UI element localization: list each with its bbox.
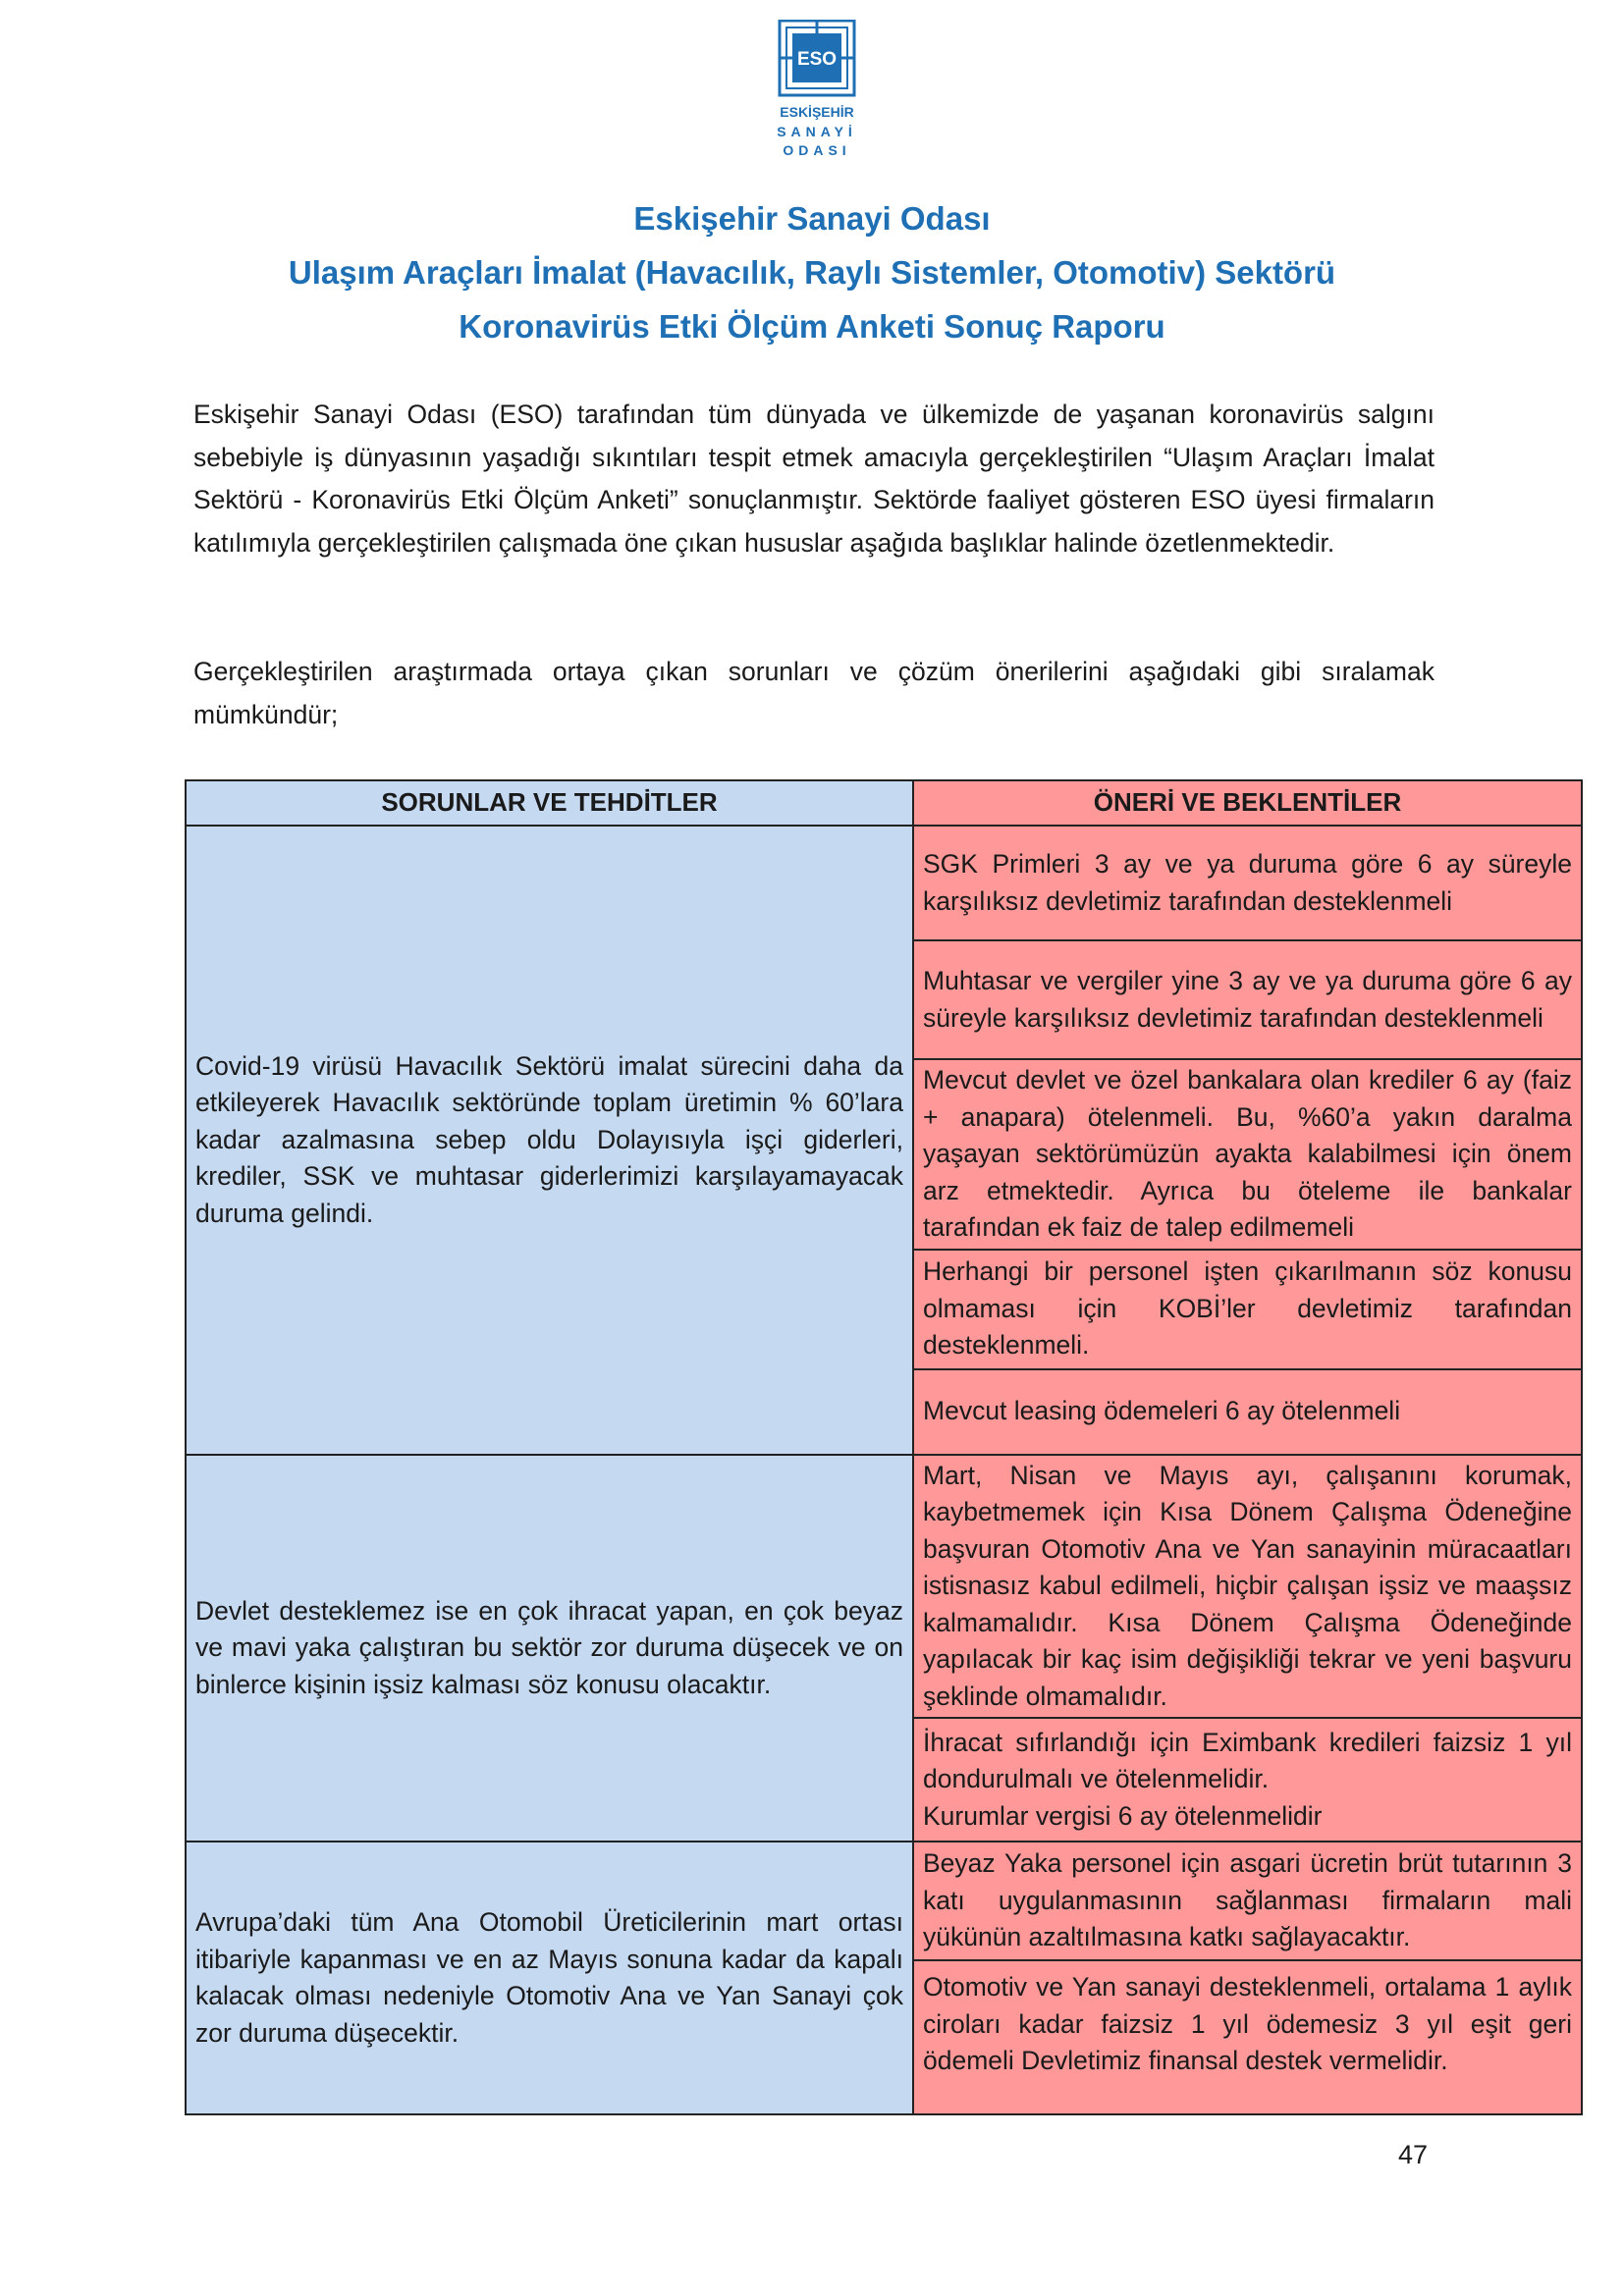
suggestion-cell: Otomotiv ve Yan sanayi desteklenmeli, ortalama 1 aylık ciroları kadar faizsiz 1 yıl ödemesiz 3 yıl eşit geri ödemeli Devletimiz finansal destek vermelidir. bbox=[913, 1960, 1582, 2114]
logo-abbr: ESO bbox=[796, 49, 838, 70]
suggestion-cell: Mevcut devlet ve özel bankalara olan krediler 6 ay (faiz + anapara) ötelenmeli. Bu, %60’a yakın daralma yaşayan sektörümüzün ayakta kalabilmesi için önem arz etmektedir. Ayrıca bu öteleme ile bankalar tarafından ek faiz de talep edilmemeli bbox=[913, 1059, 1582, 1250]
problem-cell: Avrupa’daki tüm Ana Otomobil Üreticilerinin mart ortası itibariyle kapanması ve en az Mayıs sonuna kadar da kapalı kalacak olması nedeniyle Otomotiv Ana ve Yan Sanayi çok zor duruma düşecektir. bbox=[186, 1842, 913, 2114]
suggestion-text: İhracat sıfırlandığı için Eximbank kredileri faizsiz 1 yıl dondurulmalı ve ötelenmelidir. bbox=[923, 1727, 1572, 1794]
logo-line2: SANAYİ bbox=[778, 124, 856, 139]
table-header-row bbox=[186, 780, 1582, 826]
table-row bbox=[186, 826, 1582, 940]
intro-paragraph: Eskişehir Sanayi Odası (ESO) tarafından tüm dünyada ve ülkemizde de yaşanan koronavirüs salgını sebebiyle iş dünyasının yaşadığı sıkıntıları tespit etmek amacıyla gerçekleştirilen “Ulaşım Araçları İmalat Sektörü - Koronavirüs Etki Ölçüm Anketi” sonuçlanmıştır. Sektörde faaliyet gösteren ESO üyesi firmaların katılımıyla gerçekleştirilen çalışmada öne çıkan hususlar aşağıda başlıklar halinde özetlenmektedir. bbox=[193, 400, 1435, 558]
problem-cell: Covid-19 virüsü Havacılık Sektörü imalat sürecini daha da etkileyerek Havacılık sektöründe toplam üretimin % 60’lara kadar azalmasına sebep oldu Dolayısıyla işçi giderleri, krediler, SSK ve muhtasar giderlerimizi karşılayamayacak duruma gelindi. bbox=[186, 826, 913, 1455]
suggestion-cell: Herhangi bir personel işten çıkarılmanın söz konusu olmaması için KOBİ’ler devletimiz tarafından desteklenmeli. bbox=[913, 1250, 1582, 1369]
suggestion-cell bbox=[913, 1718, 1582, 1842]
suggestion-cell: Beyaz Yaka personel için asgari ücretin brüt tutarının 3 katı uygulanmasının sağlanması firmaların mali yükünün azaltılmasına katkı sağlayacaktır. bbox=[913, 1842, 1582, 1960]
suggestion-cell: SGK Primleri 3 ay ve ya duruma göre 6 ay süreyle karşılıksız devletimiz tarafından desteklenmeli bbox=[913, 826, 1582, 940]
table-row bbox=[186, 1455, 1582, 1719]
page-number: 47 bbox=[1398, 2140, 1429, 2169]
problem-cell: Devlet desteklemez ise en çok ihracat yapan, en çok beyaz ve mavi yaka çalıştıran bu sektör zor duruma düşecek ve on binlerce kişinin işsiz kalması söz konusu olacaktır. bbox=[186, 1455, 913, 1842]
table-row bbox=[186, 1842, 1582, 1960]
title-line-1: Eskişehir Sanayi Odası bbox=[633, 200, 991, 237]
title-line-3: Koronavirüs Etki Ölçüm Anketi Sonuç Raporu bbox=[459, 308, 1165, 345]
suggestion-cell: Mart, Nisan ve Mayıs ayı, çalışanını korumak, kaybetmemek için Kısa Dönem Çalışma Ödeneğine başvuran Otomotiv Ana ve Yan sanayinin müracaatları istisnasız kabul edilmeli, hiçbir çalışan işsiz ve maaşsız kalmamalıdır. Kısa Dönem Çalışma Ödeneğinde yapılacak bir kaç isim değişikliği tekrar ve yeni başvuru şeklinde olmamalıdır. bbox=[913, 1455, 1582, 1719]
logo-line3: ODASI bbox=[783, 142, 851, 158]
report-title bbox=[0, 191, 1624, 353]
header-problems: SORUNLAR VE TEHDİTLER bbox=[186, 780, 913, 826]
eso-logo-icon bbox=[778, 20, 856, 167]
header-suggestions: ÖNERİ VE BEKLENTİLER bbox=[913, 780, 1582, 826]
suggestion-text: Kurumlar vergisi 6 ay ötelenmelidir bbox=[923, 1800, 1323, 1831]
intro-paragraph-2: Gerçekleştirilen araştırmada ortaya çıkan sorunları ve çözüm önerilerini aşağıdaki gibi sıralamak mümkündür; bbox=[193, 657, 1435, 729]
suggestion-cell: Mevcut leasing ödemeleri 6 ay ötelenmeli bbox=[913, 1369, 1582, 1455]
logo-line1: ESKİŞEHİR bbox=[780, 104, 854, 120]
suggestion-cell: Muhtasar ve vergiler yine 3 ay ve ya duruma göre 6 ay süreyle karşılıksız devletimiz tarafından desteklenmeli bbox=[913, 940, 1582, 1059]
title-line-2: Ulaşım Araçları İmalat (Havacılık, Raylı Sistemler, Otomotiv) Sektörü bbox=[288, 254, 1336, 291]
eso-logo bbox=[778, 20, 856, 167]
problems-suggestions-table bbox=[185, 779, 1583, 2115]
